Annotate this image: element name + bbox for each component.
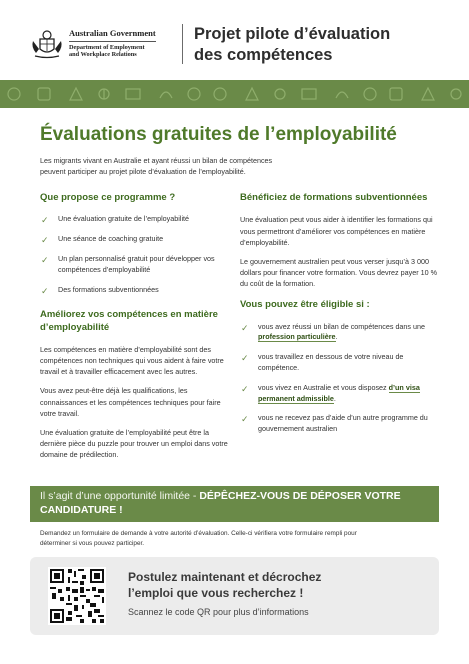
footnote-line1: Demandez un formulaire de demande à votre autorité d’évaluation. Celle-ci vérifiera votre formulaire rempli pour [40,530,357,537]
program-item-2: Une séance de coaching gratuite [58,234,164,244]
program-heading: Que propose ce programme ? [40,192,176,203]
cta-text [128,569,428,617]
visa-link[interactable]: d’un visa permanent admissible [258,382,420,403]
eligible-item-3-end: . [333,393,336,403]
improve-paragraph-1: Les compétences en matière d’employabilité sont des compétences non techniques qui vous aident à faire votre travail et à travailler efficacement avec les autres. [40,345,224,377]
improve-paragraph-3: Une évaluation gratuite de l’employabilité peut être la dernière pièce du puzzle pour trouver un emploi dans votre domaine de prédilection. [40,427,228,460]
intro-line2: peuvent participer au projet pilote d’évaluation de l’employabilité. [40,166,246,176]
decorative-icon-band [0,80,469,108]
cta-title-line1: Postulez maintenant et décrochez [128,570,322,584]
department-name-line1: Department of Employment [69,44,145,52]
right-column [240,192,440,444]
call-to-action-box [30,557,439,635]
urgency-banner [30,486,439,522]
intro-line1: Les migrants vivant en Australie et ayant réussi un bilan de compétences [40,156,273,165]
list-item [40,234,230,245]
improve-paragraph-2: Vous avez peut-être déjà les qualifications, les connaissances et les compétences techniques pour faire votre travail. [40,386,221,418]
list-item [40,254,230,276]
program-list [40,214,230,295]
eligible-item-2-text: vous travaillez en dessous de votre niveau de compétence. [258,352,404,373]
list-item [240,383,440,405]
footnote-line2: déterminer si vous pouvez participer. [40,539,145,547]
cta-title-line2: l’emploi que vous recherchez ! [128,586,304,601]
list-item [40,214,230,225]
profession-link[interactable]: profession particulière [258,332,336,342]
checkmark-icon: ✓ [241,414,249,425]
eligible-item-3-text: vous vivez en Australie et vous disposez [258,382,389,392]
list-item [240,322,440,344]
list-item [240,413,440,435]
qr-code-icon[interactable] [48,567,106,625]
cta-subtitle: Scannez le code QR pour plus d’informations [128,607,309,618]
header-title-line2: des compétences [194,45,333,64]
banner-text: Il s’agit d’une opportunité limitée - [40,490,200,502]
eligible-list [240,322,440,435]
header-title [194,24,454,65]
page-header [0,0,469,80]
eligible-heading: Vous pouvez être éligible si : [240,299,370,311]
checkmark-icon: ✓ [241,383,249,394]
checkmark-icon: ✓ [41,215,49,226]
application-note [40,529,440,548]
checkmark-icon: ✓ [241,353,249,364]
checkmark-icon: ✓ [41,285,49,296]
government-logo [30,24,170,64]
eligible-item-1-end: . [335,332,338,342]
department-name-line2: and Workplace Relations [69,51,137,59]
government-name: Australian Government [69,29,156,42]
training-heading: Bénéficiez de formations subventionnées [240,192,428,203]
training-paragraph-1: Une évaluation peut vous aider à identifier les formations qui vous permettront d’améliorer vos compétences en matière d’employabilité. [240,215,433,247]
program-item-1: Une évaluation gratuite de l’employabilité [58,214,190,224]
header-divider [182,24,183,64]
checkmark-icon: ✓ [41,235,49,246]
program-item-4: Des formations subventionnées [58,284,159,294]
eligible-item-1-text: vous avez réussi un bilan de compétences dans une [258,321,426,331]
list-item [40,285,230,296]
program-item-3: Un plan personnalisé gratuit pour développer vos compétences d’employabilité [58,253,215,274]
main-title: Évaluations gratuites de l’employabilité [40,124,397,145]
checkmark-icon: ✓ [41,254,49,265]
header-title-line1: Projet pilote d’évaluation [194,25,391,43]
banner-emphasis: DÉPÊCHEZ-VOUS DE DÉPOSER VOTRE CANDIDATURE ! [40,490,401,516]
checkmark-icon: ✓ [241,322,249,333]
list-item [240,352,440,374]
improve-heading: Améliorez vos compétences en matière d’employabilité [40,309,218,333]
coat-of-arms-icon [30,27,64,61]
eligible-item-4-text: vous ne recevez pas d’aide d’un autre programme du gouvernement australien [258,413,428,434]
left-column [40,192,230,468]
pattern-icons [0,80,469,108]
training-paragraph-2: Le gouvernement australien peut vous verser jusqu’à 3 000 dollars pour financer votre formation. Vous devrez payer 10 % du coût de la formation. [240,256,437,289]
intro-text [40,156,440,178]
